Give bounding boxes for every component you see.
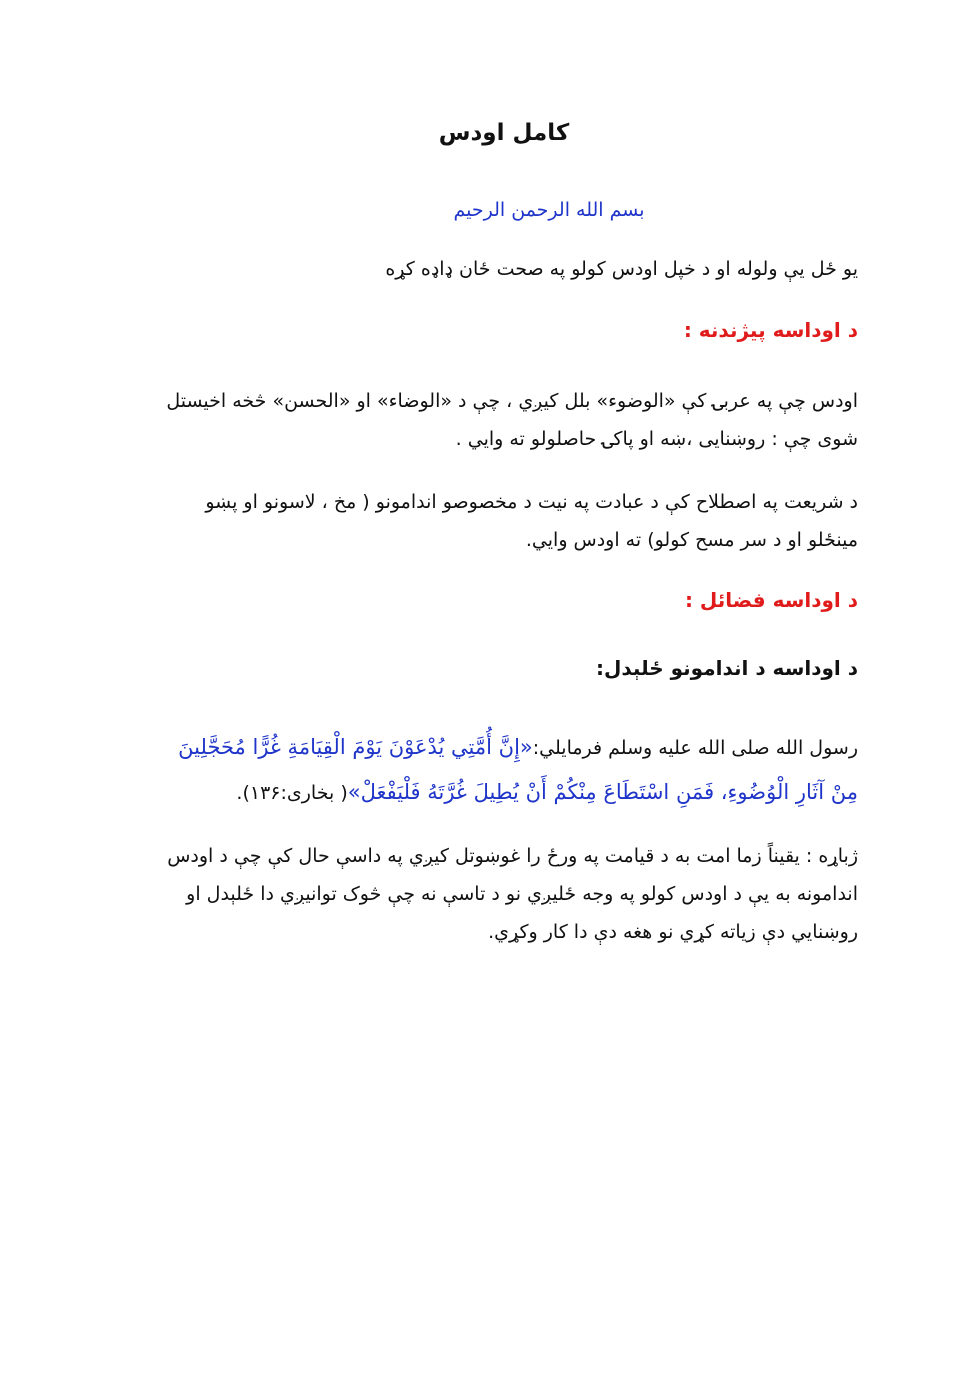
hadith-source: ( بخاری:۱۳۶). [236, 782, 348, 804]
hadith-arabic-text: «إِنَّ أُمَّتِي يُدْعَوْنَ يَوْمَ الْقِيَامَةِ غُرًّا مُحَجَّلِينَ مِنْ آثَارِ الْوُضُوءِ، فَمَنِ اسْتَطَاعَ مِنْكُمْ أَنْ يُطِيلَ غُرَّتَهُ فَلْيَفْعَلْ» [178, 735, 858, 804]
intro-paragraph: یو ځل یې ولوله او د خپل اودس کولو په صحت ځان ډاډه کړه [385, 258, 858, 280]
document-body [150, 112, 858, 951]
basmala: بسم الله الرحمن الرحیم [453, 199, 645, 221]
hadith-intro: رسول الله صلی الله علیه وسلم فرمایلي: [532, 737, 858, 759]
section-heading-definition: د اوداسه پیژندنه : [683, 318, 858, 342]
page-title: کامل اودس [438, 120, 570, 146]
section-heading-virtues: د اوداسه فضائل : [684, 588, 858, 612]
hadith-paragraph [150, 725, 858, 815]
definition-paragraph-1: اودس چې په عربۍ کې «الوضوء» بلل کیږي ، چې د «الوضاء» او «الحسن» څخه اخیستل شوی چې : روښنايی ،ښه او پاکۍ حاصلولو ته وايي . [166, 390, 858, 450]
definition-paragraph-2: د شریعت په اصطلاح کې د عبادت په نیت د مخصوصو اندامونو ( مخ ، لاسونو او پښو مینځلو او د سر مسح کولو) ته اودس وايي. [205, 491, 858, 551]
translation-paragraph: ژباړه : یقیناً زما امت به د قیامت په ورځ را غوښوتل کیږي په داسې حال کې چې د اودس اندامونه به یې د اودس کولو په وجه ځلیږي نو د تاسې نه چې څوک توانیږي دا ځلېدل او روښنايي دې زیاته کړي نو هغه دې دا کار وکړي. [167, 845, 858, 943]
subsection-heading-shining-limbs: د اوداسه د اندامونو ځلېدل: [596, 656, 858, 680]
